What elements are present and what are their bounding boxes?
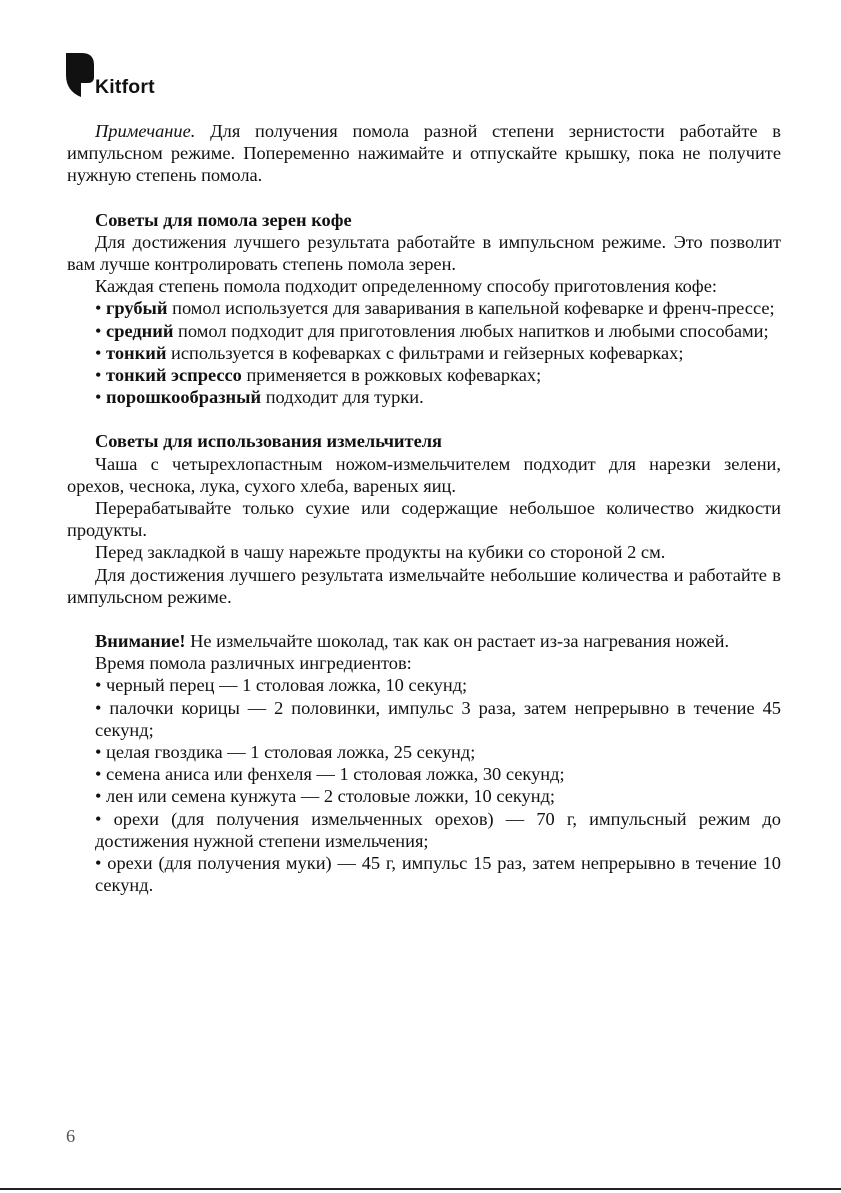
note-paragraph bbox=[67, 120, 781, 187]
list-item: • порошкообразный подходит для турки. bbox=[95, 387, 424, 408]
warning-paragraph bbox=[67, 630, 781, 652]
chopper-paragraph-4: Для достижения лучшего результата измельчайте небольшие количества и работайте в импульсном режиме. bbox=[67, 564, 781, 607]
list-item: • палочки корицы — 2 половинки, импульс 3 раза, затем непрерывно в течение 45 секунд; bbox=[95, 697, 781, 740]
list-item: • лен или семена кунжута — 2 столовые ложки, 10 секунд; bbox=[95, 786, 556, 807]
list-item: • тонкий используется в кофеварках с фильтрами и гейзерных кофеварках; bbox=[95, 342, 684, 363]
coffee-paragraph-2: Каждая степень помола подходит определенному способу приготовления кофе: bbox=[95, 276, 717, 297]
list-item: • грубый помол используется для заваривания в капельной кофеварке и френч-прессе; bbox=[95, 298, 775, 319]
chopper-heading: Советы для использования измельчителя bbox=[95, 431, 442, 452]
chopper-paragraph-1: Чаша с четырехлопастным ножом-измельчителем подходит для нарезки зелени, орехов, чеснока, лука, сухого хлеба, вареных яиц. bbox=[67, 453, 781, 496]
note-label: Примечание. bbox=[95, 121, 196, 141]
list-item: • орехи (для получения измельченных орехов) — 70 г, импульсный режим до достижения нужной степени измельчения; bbox=[95, 808, 781, 851]
list-item: • тонкий эспрессо применяется в рожковых кофеварках; bbox=[95, 365, 542, 386]
kitfort-logo-icon bbox=[66, 53, 94, 97]
grinding-times-heading: Время помола различных ингредиентов: bbox=[95, 653, 412, 674]
warning-text: Не измельчайте шоколад, так как он растает из-за нагревания ножей. bbox=[185, 631, 730, 652]
coffee-paragraph-1: Для достижения лучшего результата работайте в импульсном режиме. Это позволит вам лучше контролировать степень помола зерен. bbox=[67, 231, 781, 275]
list-item: • черный перец — 1 столовая ложка, 10 секунд; bbox=[95, 675, 468, 696]
brand-name: Kitfort bbox=[95, 76, 155, 98]
bottom-divider bbox=[0, 1188, 841, 1190]
list-item: • орехи (для получения муки) — 45 г, импульс 15 раз, затем непрерывно в течение 10 секунд. bbox=[95, 853, 781, 896]
warning-label: Внимание! bbox=[95, 631, 186, 652]
note-text: Для получения помола разной степени зернистости работайте в импульсном режиме. Попеременно нажимайте и отпускайте крышку, пока не получите нужную степень помола. bbox=[67, 121, 781, 186]
page-number: 6 bbox=[66, 1126, 76, 1146]
list-item: • средний помол подходит для приготовления любых напитков и любыми способами; bbox=[95, 320, 769, 341]
chopper-paragraph-2: Перерабатывайте только сухие или содержащие небольшое количество жидкости продукты. bbox=[67, 498, 781, 541]
list-item: • семена аниса или фенхеля — 1 столовая ложка, 30 секунд; bbox=[95, 764, 565, 785]
list-item: • целая гвоздика — 1 столовая ложка, 25 секунд; bbox=[95, 742, 476, 763]
coffee-heading: Советы для помола зерен кофе bbox=[95, 209, 352, 230]
page-content bbox=[67, 120, 781, 897]
chopper-paragraph-3: Перед закладкой в чашу нарежьте продукты на кубики со стороной 2 см. bbox=[95, 542, 666, 563]
